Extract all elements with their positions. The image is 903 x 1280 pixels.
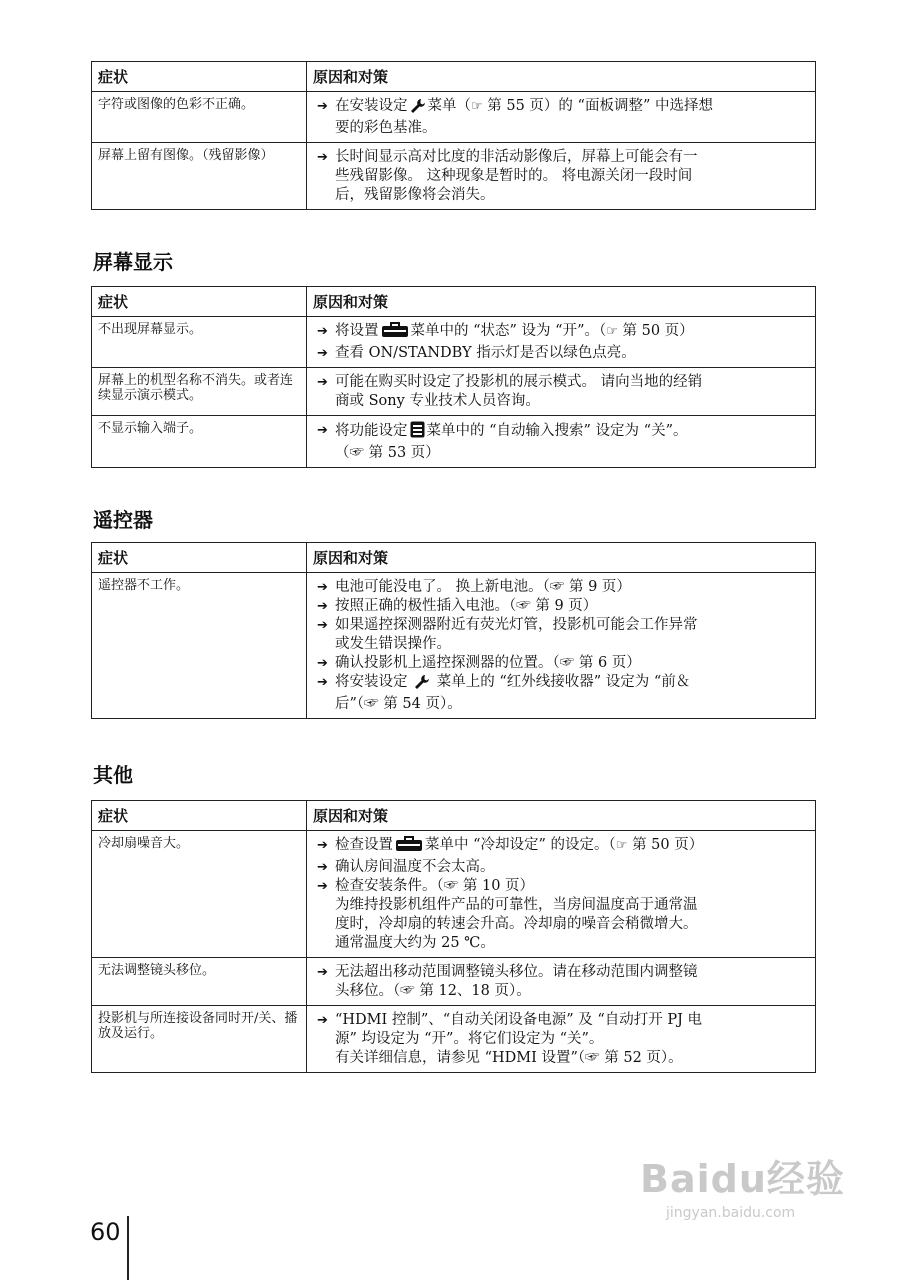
table-row <box>92 958 816 1006</box>
section-title-other: 其他 <box>93 763 133 787</box>
header-symptom: 症状 <box>92 287 307 317</box>
reference-icon: ☞ <box>606 324 618 339</box>
symptom-cell: 冷却扇噪音大。 <box>92 831 307 958</box>
arrow-icon: ➔ <box>317 675 328 690</box>
symptom-cell: 遥控器不工作。 <box>92 573 307 719</box>
arrow-icon: ➔ <box>317 99 328 114</box>
troubleshoot-table-image <box>91 61 816 210</box>
table-row <box>92 831 816 958</box>
cause-cell: ➔ 检查设置 菜单中 “冷却设定” 的设定。（☞ 第 50 页） ➔ 确认房间温度不会太高。 ➔ 检查安装条件。（☞ 第 10 页） 为维持投影机组件产品的可靠性，当房间温度高于通常温 度时，冷却扇的转速会升高。冷却扇的噪音会稍微增大。 通常温度大约为 25 ℃。 <box>307 831 816 958</box>
function-menu-icon <box>410 421 425 444</box>
troubleshoot-table-osd <box>91 286 816 468</box>
toolbox-icon <box>395 836 423 858</box>
header-cause: 原因和对策 <box>307 543 816 573</box>
symptom-cell: 投影机与所连接设备同时开/关、播放及运行。 <box>92 1006 307 1073</box>
page-number: 60 <box>90 1218 121 1246</box>
arrow-icon: ➔ <box>317 423 328 438</box>
cause-cell: ➔ 将设置 菜单中的 “状态” 设为 “开”。（☞ 第 50 页） ➔ 查看 ON/STANDBY 指示灯是否以绿色点亮。 <box>307 317 816 368</box>
watermark-brand: Baidu经验 <box>640 1157 845 1201</box>
header-symptom: 症状 <box>92 62 307 92</box>
cause-cell: ➔ 可能在购买时设定了投影机的展示模式。 请向当地的经销 商或 Sony 专业技术人员咨询。 <box>307 368 816 416</box>
arrow-icon: ➔ <box>317 838 328 853</box>
arrow-icon: ➔ <box>317 1013 328 1028</box>
arrow-icon: ➔ <box>317 599 328 614</box>
header-cause: 原因和对策 <box>307 62 816 92</box>
arrow-icon: ➔ <box>317 965 328 980</box>
arrow-icon: ➔ <box>317 618 328 633</box>
table-row <box>92 573 816 719</box>
reference-icon: ☞ <box>471 99 483 114</box>
table-row <box>92 143 816 210</box>
table-row <box>92 92 816 143</box>
cause-cell: ➔ 在安装设定 菜单（☞ 第 55 页）的 “面板调整” 中选择想 要的彩色基准。 <box>307 92 816 143</box>
troubleshoot-table-remote <box>91 542 816 719</box>
arrow-icon: ➔ <box>317 150 328 165</box>
wrench-icon <box>410 98 426 119</box>
arrow-icon: ➔ <box>317 580 328 595</box>
cause-cell: ➔ 无法超出移动范围调整镜头移位。请在移动范围内调整镜 头移位。（☞ 第 12、18 页）。 <box>307 958 816 1006</box>
symptom-cell: 不出现屏幕显示。 <box>92 317 307 368</box>
watermark <box>640 1148 845 1221</box>
symptom-cell: 不显示输入端子。 <box>92 416 307 468</box>
symptom-cell: 无法调整镜头移位。 <box>92 958 307 1006</box>
reference-icon: ☞ <box>615 838 628 853</box>
page-number-divider <box>127 1216 129 1280</box>
table-row <box>92 317 816 368</box>
section-title-remote: 遥控器 <box>93 508 153 532</box>
header-cause: 原因和对策 <box>307 287 816 317</box>
cause-cell: ➔ 电池可能没电了。 换上新电池。（☞ 第 9 页） ➔ 按照正确的极性插入电池。（☞ 第 9 页） ➔ 如果遥控探测器附近有荧光灯管，投影机可能会工作异常 或发生错误操作。 ➔ 确认投影机上遥控探测器的位置。（☞ 第 6 页） ➔ 将安装设定 菜单上的 “红外线接收器” 设定为 “前＆ 后”（☞ 第 54 页）。 <box>307 573 816 719</box>
troubleshoot-table-other <box>91 800 816 1073</box>
arrow-icon: ➔ <box>317 879 328 894</box>
symptom-cell: 屏幕上的机型名称不消失。或者连续显示演示模式。 <box>92 368 307 416</box>
cause-cell: ➔ 将功能设定 菜单中的 “自动输入搜索” 设定为 “关”。 （☞ 第 53 页） <box>307 416 816 468</box>
header-cause: 原因和对策 <box>307 801 816 831</box>
table-row <box>92 368 816 416</box>
symptom-cell: 屏幕上留有图像。（残留影像） <box>92 143 307 210</box>
arrow-icon: ➔ <box>317 375 328 390</box>
cause-cell: ➔ “HDMI 控制”、“自动关闭设备电源” 及 “自动打开 PJ 电 源” 均设定为 “开”。将它们设定为 “关”。 有关详细信息，请参见 “HDMI 设置”（☞ 第 52 页）。 <box>307 1006 816 1073</box>
section-title-screen-display: 屏幕显示 <box>93 250 173 274</box>
arrow-icon: ➔ <box>317 656 328 671</box>
header-symptom: 症状 <box>92 801 307 831</box>
cause-cell: ➔ 长时间显示高对比度的非活动影像后，屏幕上可能会有一 些残留影像。 这种现象是暂时的。 将电源关闭一段时间 后，残留影像将会消失。 <box>307 143 816 210</box>
arrow-icon: ➔ <box>317 346 328 361</box>
wrench-icon <box>414 674 430 695</box>
watermark-url: jingyan.baidu.com <box>666 1205 796 1221</box>
table-row <box>92 1006 816 1073</box>
symptom-cell: 字符或图像的色彩不正确。 <box>92 92 307 143</box>
toolbox-icon <box>381 322 409 344</box>
header-symptom: 症状 <box>92 543 307 573</box>
arrow-icon: ➔ <box>317 324 328 339</box>
table-row <box>92 416 816 468</box>
cause-line: ➔ 在安装设定 菜单（☞ 第 55 页）的 “面板调整” 中选择想 <box>313 97 809 119</box>
arrow-icon: ➔ <box>317 860 328 875</box>
